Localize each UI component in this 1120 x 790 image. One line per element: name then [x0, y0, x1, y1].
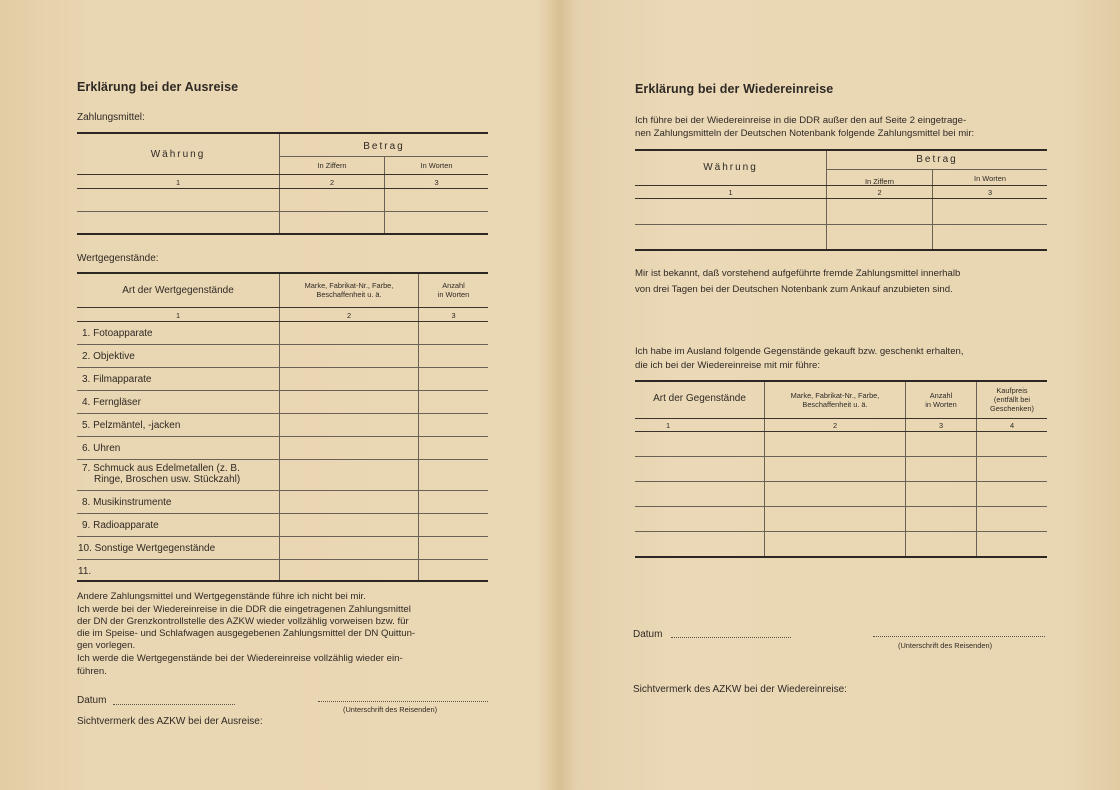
list-item: 5. Pelzmäntel, -jacken: [82, 420, 181, 431]
col-header-anzahl-line2: in Worten: [925, 400, 957, 409]
col-header-marke-line1: Marke, Fabrikat-Nr., Farbe,: [304, 281, 394, 290]
intro-line: nen Zahlungsmitteln der Deutschen Notenbank folgende Zahlungsmittel bei mir:: [635, 128, 975, 139]
datum-field[interactable]: [671, 637, 791, 638]
col-number: 2: [329, 178, 335, 187]
list-item-continuation: Ringe, Broschen usw. Stückzahl): [94, 474, 241, 485]
statement-line: die im Speise- und Schlafwagen ausgegebenen Zahlungsmittel der DN Quittun-: [77, 628, 416, 639]
signature-field[interactable]: [873, 636, 1045, 637]
col-header-kaufpreis-line1: Kaufpreis: [996, 386, 1028, 395]
col-header-marke-line2: Beschaffenheit u. ä.: [802, 400, 868, 409]
list-item: 8. Musikinstrumente: [82, 497, 172, 508]
col-header-art: Art der Wertgegenstände: [122, 285, 234, 296]
datum-label: Datum: [77, 695, 107, 706]
col-header-kaufpreis-line3: Geschenken): [990, 404, 1034, 413]
list-item: 7. Schmuck aus Edelmetallen (z. B.: [82, 463, 240, 474]
list-item: 9. Radioapparate: [82, 520, 159, 531]
statement-line: führen.: [77, 666, 107, 677]
table-row: [635, 481, 1047, 482]
col-header-waehrung: Währung: [150, 149, 206, 160]
statement-line: gen vorlegen.: [77, 640, 136, 651]
col-number: 4: [1009, 421, 1015, 430]
col-header-anzahl-line1: Anzahl: [929, 391, 953, 400]
col-number: 1: [728, 188, 733, 197]
col-header-art: Art der Gegenstände: [653, 393, 746, 404]
col-number: 2: [346, 311, 352, 320]
statement-line: Ich werde die Wertgegenstände bei der Wiedereinreise vollzählig wieder ein-: [77, 653, 403, 664]
table-row: [635, 456, 1047, 457]
col-number: 1: [666, 421, 671, 430]
col-header-kaufpreis-line2: (entfällt bei: [993, 395, 1031, 404]
col-number: 1: [175, 311, 181, 320]
statement-line: Ich werde bei der Wiedereinreise in die DDR die eingetragenen Zahlungsmittel: [77, 604, 411, 615]
col-number: 2: [877, 188, 882, 197]
col-number: 1: [175, 178, 181, 187]
sichtvermerk-label: Sichtvermerk des AZKW bei der Ausreise:: [77, 716, 263, 727]
table-row: [635, 531, 1047, 532]
col-header-anzahl-line2: in Worten: [437, 290, 470, 299]
col-number: 3: [451, 311, 456, 320]
list-item: 1. Fotoapparate: [82, 328, 153, 339]
col-header-marke-line1: Marke, Fabrikat-Nr., Farbe,: [790, 391, 880, 400]
table-row: [635, 224, 1047, 225]
col-header-betrag: Betrag: [363, 141, 405, 152]
list-item: 3. Filmapparate: [82, 374, 152, 385]
col-header-betrag: Betrag: [916, 154, 958, 165]
col-header-marke-line2: Beschaffenheit u. ä.: [316, 290, 382, 299]
list-item: 2. Objektive: [82, 351, 135, 362]
col-header-in-worten: In Worten: [974, 174, 1006, 183]
col-header-in-ziffern: In Ziffern: [317, 161, 347, 170]
col-number: 3: [987, 188, 993, 197]
col-header-in-worten: In Worten: [420, 161, 453, 170]
list-item: 6. Uhren: [82, 443, 121, 454]
bekannt-line: Mir ist bekannt, daß vorstehend aufgeführte fremde Zahlungsmittel innerhalb: [635, 268, 961, 279]
page-title: Erklärung bei der Wiedereinreise: [635, 82, 834, 96]
col-header-waehrung: Währung: [703, 162, 758, 173]
table-row: [635, 506, 1047, 507]
col-header-in-ziffern: In Ziffern: [864, 177, 895, 186]
signature-field[interactable]: [318, 701, 488, 702]
datum-field[interactable]: [113, 704, 235, 705]
gekauft-line: Ich habe im Ausland folgende Gegenstände gekauft bzw. geschenkt erhalten,: [635, 346, 964, 357]
intro-line: Ich führe bei der Wiedereinreise in die DDR außer den auf Seite 2 eingetrage-: [635, 115, 967, 126]
signature-label: (Unterschrift des Reisenden): [898, 641, 993, 650]
col-number: 2: [832, 421, 838, 430]
page-wiedereinreise: [560, 0, 1120, 790]
sichtvermerk-label: Sichtvermerk des AZKW bei der Wiedereinreise:: [633, 684, 847, 695]
signature-label: (Unterschrift des Reisenden): [343, 705, 438, 714]
col-number: 3: [938, 421, 944, 430]
page-title: Erklärung bei der Ausreise: [77, 80, 239, 94]
list-item: 11.: [78, 566, 92, 577]
col-number: 3: [434, 178, 439, 187]
statement-line: der DN der Grenzkontrollstelle des AZKW wieder vollzählig vorweisen bzw. für: [77, 616, 409, 627]
section-label-zahlungsmittel: Zahlungsmittel:: [77, 112, 145, 123]
list-item: 4. Ferngläser: [82, 397, 141, 408]
bekannt-line: von drei Tagen bei der Deutschen Notenbank zum Ankauf anzubieten sind.: [635, 284, 953, 295]
list-item: 10. Sonstige Wertgegenstände: [78, 543, 216, 554]
statement-line: Andere Zahlungsmittel und Wertgegenstände führe ich nicht bei mir.: [77, 591, 366, 602]
table-row: [77, 211, 488, 212]
section-label-wertgegenstaende: Wertgegenstände:: [77, 253, 159, 264]
col-header-anzahl-line1: Anzahl: [442, 281, 465, 290]
datum-label: Datum: [633, 629, 663, 640]
gekauft-line: die ich bei der Wiedereinreise mit mir führe:: [635, 360, 821, 371]
